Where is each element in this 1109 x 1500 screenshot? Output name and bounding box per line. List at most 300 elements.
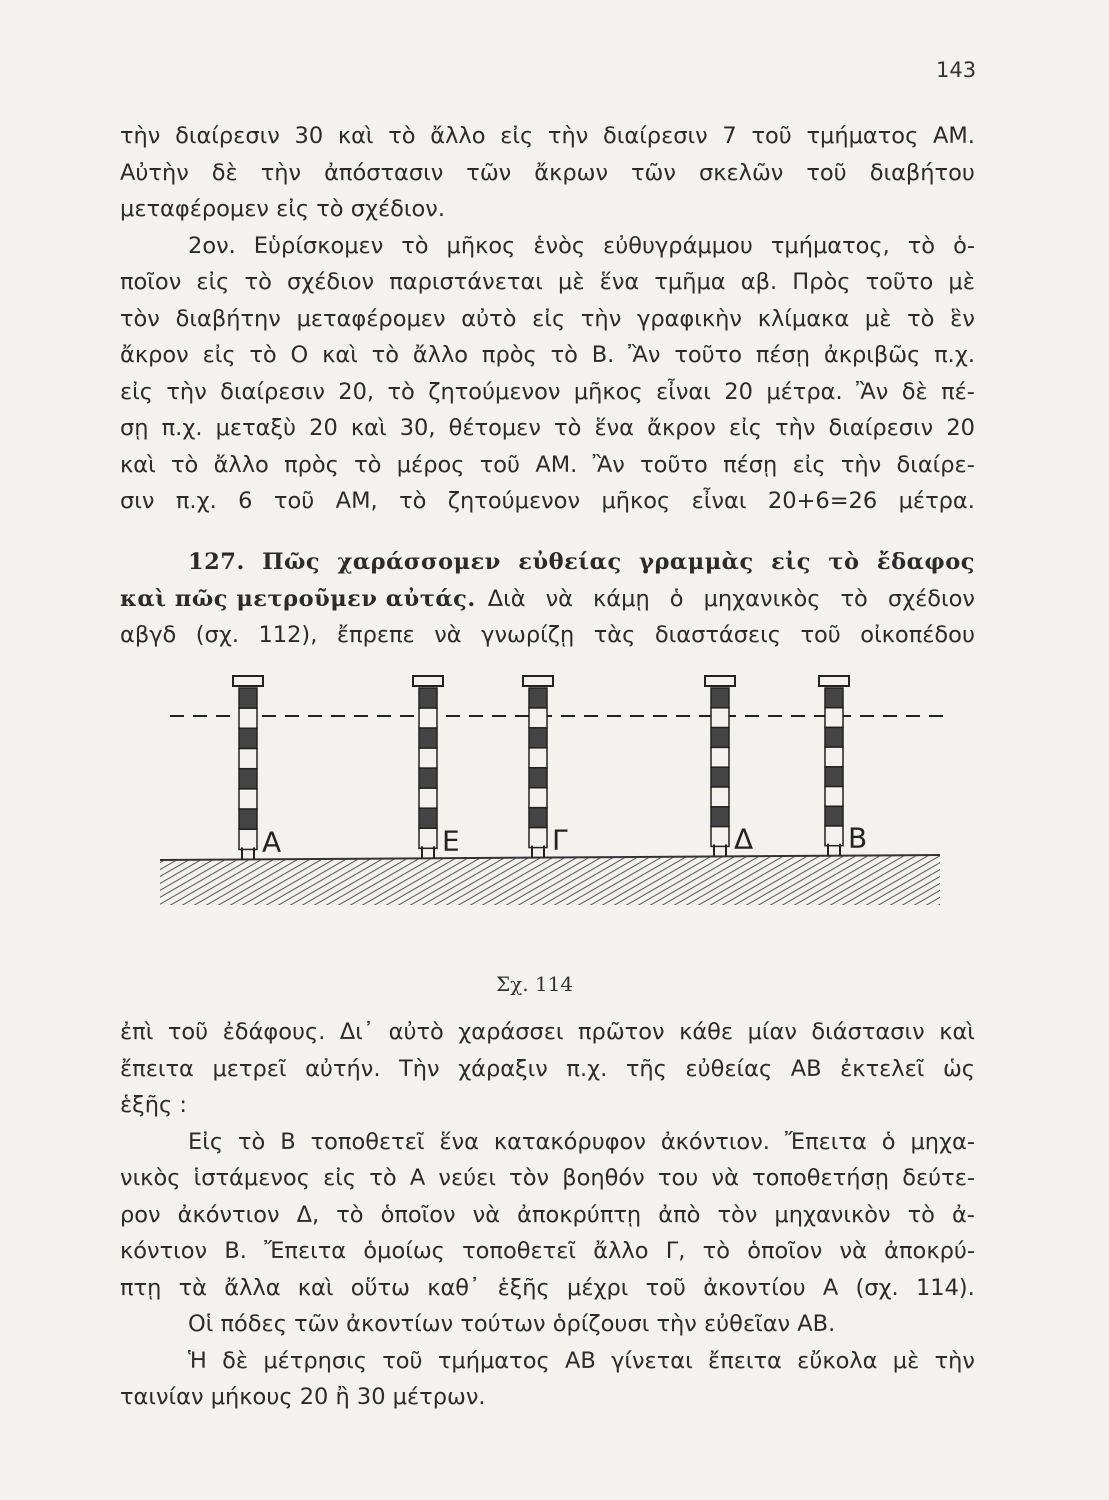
word: ἔπρεπε	[336, 622, 415, 648]
word: τὴν	[547, 123, 589, 149]
word: πρὸς	[481, 342, 537, 368]
word: ἐδάφους.	[222, 1019, 326, 1045]
rod-band	[529, 828, 547, 848]
word: κόντιον	[120, 1238, 208, 1264]
word: τὸ	[550, 342, 578, 368]
word: Ἂν	[592, 451, 625, 478]
word: διαστάσεις	[654, 622, 781, 648]
word: ἕνα	[599, 269, 640, 295]
word: χάραξιν	[458, 1055, 548, 1082]
word: τὸ	[399, 488, 427, 514]
word: τμήματος	[437, 1347, 550, 1374]
word: νικὸς	[120, 1165, 181, 1191]
text-line	[120, 1014, 975, 1051]
text-line	[120, 1197, 975, 1234]
word: μεταφέρομεν	[296, 305, 446, 332]
word: σῃ	[120, 415, 149, 441]
rod-band	[419, 708, 437, 728]
word: οἰκοπέδου	[860, 622, 975, 648]
rod-5	[819, 676, 867, 856]
word: τοῦ	[800, 622, 841, 648]
word: τμήματος	[806, 123, 919, 149]
rod-band	[239, 749, 257, 769]
word: του	[657, 1165, 699, 1191]
word: παριστάνεται	[389, 269, 543, 295]
word: τὸ	[387, 378, 415, 405]
rod-4	[705, 676, 753, 856]
word: τὴν	[166, 378, 207, 405]
word: καὶ	[120, 451, 156, 478]
word: μὲ	[948, 269, 975, 295]
word: μηχανικὸς	[703, 585, 821, 612]
word: 20,	[338, 378, 375, 405]
text-line	[120, 1270, 975, 1307]
word: Ἔπειτα	[264, 1238, 347, 1264]
word: τοῦ	[806, 159, 847, 186]
word: ὁ-	[953, 232, 975, 259]
rod-band	[419, 828, 437, 848]
word: τοποθετεῖ	[310, 1128, 425, 1155]
word: ΑΜ.	[932, 123, 975, 149]
rod-band	[239, 829, 257, 849]
rod-band	[529, 728, 547, 748]
word: εἰς	[532, 305, 566, 332]
word: τὸ	[907, 1201, 935, 1228]
rod-label: Β	[848, 821, 868, 855]
word: τοῦ	[479, 451, 521, 478]
word: εἰς	[771, 549, 811, 575]
rod-band	[419, 748, 437, 768]
rod-band	[825, 806, 843, 826]
word: καὶ	[337, 123, 374, 149]
rod-band	[529, 808, 547, 828]
rod-band	[239, 809, 257, 829]
rod-band	[419, 688, 437, 708]
rod-cap	[819, 676, 849, 686]
word: τῆς	[625, 1055, 667, 1082]
word: τὸν	[120, 305, 160, 332]
word: νὰ	[711, 1165, 739, 1191]
word: διαίρεσιν	[220, 378, 325, 405]
word: τμῆμα	[654, 269, 726, 295]
text-line	[120, 581, 975, 618]
word: ἄκρων	[534, 159, 609, 186]
word: Α	[409, 1165, 426, 1191]
word: πτῃ	[120, 1274, 162, 1301]
word: τὸ	[237, 1128, 266, 1155]
rod-band	[529, 748, 547, 768]
word: Ἡ	[188, 1347, 207, 1374]
word: εὐθείας	[518, 549, 622, 575]
word: τοποθετεῖ	[462, 1238, 576, 1264]
word: δὲ	[222, 1347, 249, 1374]
word: ζητούμενον	[447, 488, 581, 514]
word: Ἂν	[856, 378, 889, 405]
rod-band	[825, 787, 843, 807]
word: 112),	[258, 622, 318, 648]
text-line	[120, 337, 975, 374]
word: ἕνα	[594, 415, 635, 441]
word: ἄλλα	[224, 1274, 281, 1301]
word: ἱστάμενος	[193, 1165, 310, 1191]
rod-band	[239, 769, 257, 789]
word: πέ-	[941, 378, 975, 405]
word: ἄκρον	[647, 415, 716, 441]
word: δὲ	[901, 378, 928, 405]
word: εὐθυγράμμου	[603, 232, 753, 259]
word: τὸ	[369, 1165, 397, 1191]
text-line: μεταφέρομεν εἰς τὸ σχέδιον.	[120, 196, 445, 222]
word: ἐκτελεῖ	[840, 1055, 925, 1082]
rod-label: Γ	[552, 823, 568, 857]
word: ἔπειτα	[708, 1347, 782, 1374]
word: ΑΒ	[790, 1055, 822, 1082]
text-line	[120, 483, 975, 520]
word: εἰς	[120, 378, 153, 405]
rod-band	[711, 708, 729, 728]
word: γνωρίζῃ	[481, 622, 575, 648]
rod-band	[529, 688, 547, 708]
word: νὰ	[839, 1238, 867, 1264]
rod-1	[233, 676, 281, 859]
text-line	[120, 1233, 975, 1270]
word: εἰς	[202, 342, 236, 368]
rod-2	[413, 676, 460, 858]
text-line	[120, 1124, 975, 1161]
word: νὰ	[434, 622, 462, 648]
word: 2ον.	[188, 232, 236, 259]
word: γίνεται	[611, 1347, 693, 1374]
word: αβγδ	[120, 622, 177, 648]
word: ὁμοίως	[363, 1238, 445, 1264]
word: αὐτήν.	[305, 1055, 381, 1082]
word: τῶν	[631, 159, 676, 186]
word: ἀ-	[951, 1201, 975, 1228]
rod-band	[419, 788, 437, 808]
word: ἀποκρύπτῃ	[517, 1201, 642, 1228]
word: ΑΜ.	[535, 451, 578, 478]
word: Ἂν	[628, 342, 661, 368]
word: 20	[946, 415, 975, 441]
word: (σχ.	[195, 622, 239, 648]
rod-band	[419, 728, 437, 748]
word: 30	[294, 123, 324, 149]
rod-band	[239, 728, 257, 748]
word: μετρεῖ	[212, 1055, 287, 1082]
word: τοποθετήσῃ	[752, 1165, 889, 1191]
word: τὸ	[336, 1201, 364, 1228]
word: τοῦ	[751, 123, 792, 149]
word: γραφικὴν	[637, 305, 742, 332]
word: 6	[238, 488, 253, 514]
word: Δ,	[296, 1201, 320, 1228]
word: Δι᾿	[339, 1019, 375, 1045]
word: κατακόρυφον	[493, 1128, 646, 1155]
word: τὸ	[371, 342, 399, 368]
word: 20	[309, 415, 338, 441]
word: τοῦ	[167, 1019, 209, 1045]
word: ἄλλο	[430, 123, 486, 149]
word: διαβήτην	[175, 305, 281, 332]
rod-band	[711, 728, 729, 748]
word: Α	[822, 1274, 839, 1301]
word: τὸ	[907, 232, 936, 259]
word: ὁποῖον	[380, 1201, 456, 1228]
word: καὶ	[939, 1019, 975, 1045]
figure-114	[150, 660, 950, 930]
word: μέτρα.	[898, 488, 975, 514]
word: εἰς	[728, 415, 762, 441]
word: διαίρεσιν	[828, 415, 934, 441]
word: Β.	[224, 1238, 247, 1264]
word: καὶ	[350, 415, 387, 441]
word: μηχα-	[910, 1128, 975, 1155]
word: (σχ.	[855, 1274, 899, 1301]
word: καὶ	[322, 342, 358, 368]
word: ρον	[120, 1201, 161, 1228]
word: μηχανικὸν	[774, 1201, 891, 1228]
word: τὴν	[934, 1347, 975, 1374]
word: ἀκόντιον.	[660, 1128, 770, 1155]
word: ἀποκρύ-	[884, 1238, 975, 1264]
word: δεύτε-	[902, 1165, 975, 1191]
word: μῆκος	[573, 378, 643, 405]
word: τὴν	[580, 305, 622, 332]
word: αβ.	[740, 269, 778, 295]
word: π.χ.	[566, 1055, 608, 1082]
rod-band	[825, 747, 843, 767]
word: ἄλλο	[593, 1238, 649, 1264]
word: τὸ	[401, 232, 429, 259]
word: ΑΒ	[564, 1347, 596, 1374]
word: τὸν	[717, 1201, 758, 1228]
text-line: ταινίαν μήκους 20 ἢ 30 μέτρων.	[120, 1384, 486, 1410]
word: ἀκριβῶς	[823, 342, 921, 368]
word: Αὐτὴν	[120, 159, 189, 186]
word: 7	[722, 123, 737, 149]
text-line	[120, 410, 975, 447]
word: τοῦ	[645, 1274, 686, 1301]
text-line	[120, 1343, 975, 1380]
word: γραμμὰς	[639, 549, 754, 575]
word: καὶ	[297, 1274, 334, 1301]
word: τὸ	[702, 1238, 730, 1264]
text-line	[120, 264, 975, 301]
rod-band	[419, 808, 437, 828]
rod-band	[239, 789, 257, 809]
word: καθ᾿	[427, 1274, 481, 1301]
rod-band	[711, 688, 729, 708]
word: 114).	[915, 1274, 975, 1301]
word: Β	[280, 1128, 296, 1155]
top-paragraph	[120, 118, 975, 520]
rod-band	[529, 788, 547, 808]
word: ἀπόστασιν	[324, 159, 444, 186]
word: ἕνα	[439, 1128, 479, 1155]
word: νὰ	[472, 1201, 501, 1228]
word: αὐτὸ	[461, 305, 517, 332]
word: ἔπειτα	[120, 1055, 194, 1082]
word: μεταξὺ	[215, 415, 297, 441]
word: 30,	[399, 415, 436, 441]
word: βοηθόν	[562, 1165, 645, 1191]
word: π.χ.	[175, 488, 217, 514]
word: νὰ	[545, 585, 573, 612]
word: ἀκοντίου	[703, 1274, 806, 1301]
word: μὲ	[892, 1347, 920, 1374]
section-heading	[120, 544, 975, 581]
text-line	[120, 155, 975, 192]
word: πέσῃ	[755, 342, 811, 368]
word: εὐθείας	[685, 1055, 773, 1082]
rod-band	[529, 768, 547, 788]
word: πέσῃ	[723, 451, 778, 478]
rod-label: Ε	[442, 824, 460, 858]
word: ὡς	[942, 1055, 975, 1082]
bottom-paragraph	[120, 1014, 975, 1416]
rod-band	[711, 767, 729, 787]
word: τὴν	[260, 159, 302, 186]
word: ἑξῆς	[497, 1274, 550, 1301]
word: τοῦτο	[640, 451, 708, 478]
word: τὸ	[828, 549, 860, 575]
word: θέτομεν	[448, 415, 541, 441]
word: ΑΜ,	[335, 488, 378, 514]
rod-label: Α	[262, 825, 282, 859]
word: διαβήτου	[869, 159, 975, 186]
word: Διὰ	[487, 585, 526, 612]
word: οὕτω	[350, 1274, 410, 1301]
text-line	[120, 1160, 975, 1197]
word: ὁ	[881, 1128, 896, 1155]
word: διαίρε-	[896, 451, 975, 478]
word: τοῦ	[273, 488, 315, 514]
word: μέρος	[396, 451, 465, 478]
word: πρῶτον	[578, 1019, 665, 1045]
word: τὸ	[554, 415, 582, 441]
word: 20	[724, 378, 753, 405]
word: τοῦ	[382, 1347, 423, 1374]
word: μέτρα.	[766, 378, 843, 405]
figure-caption: Σχ. 114	[496, 972, 574, 996]
word: τὸ	[907, 305, 935, 332]
word: τὴν	[840, 451, 882, 478]
word: 20+6=26	[767, 488, 878, 514]
word: μὲ	[558, 269, 585, 295]
text-line	[120, 228, 975, 265]
rod-band	[711, 747, 729, 767]
rod-band	[825, 727, 843, 747]
word: νεύει	[438, 1165, 496, 1191]
word: π.χ.	[934, 342, 975, 368]
word: τὸ	[249, 342, 277, 368]
word: τὸ	[170, 451, 199, 478]
word: κάθε	[679, 1019, 734, 1045]
word: εἰς	[500, 123, 534, 149]
word: χαράσσει	[458, 1019, 564, 1045]
rod-band	[711, 787, 729, 807]
word: σχέδιον	[887, 585, 975, 612]
word: Τὴν	[399, 1055, 440, 1082]
word: ἀκόντιον	[177, 1201, 280, 1228]
word: τοῦτο	[865, 269, 934, 295]
word: Εὑρίσκομεν	[253, 232, 384, 259]
word: μέχρι	[567, 1274, 629, 1301]
word: τὰς	[593, 622, 636, 648]
section-heading-cont: καὶ πῶς μετροῦμεν αὐτάς.	[120, 585, 476, 612]
word: τμήματος,	[770, 232, 890, 259]
word: σκελῶν	[698, 159, 784, 186]
word: Πρὸς	[792, 269, 851, 295]
rod-label: Δ	[734, 822, 754, 856]
word: Γ,	[665, 1238, 686, 1264]
rod-3	[523, 676, 568, 858]
word: τὸ	[840, 585, 868, 612]
section-127	[120, 544, 975, 654]
text-line	[120, 447, 975, 484]
word: μίαν	[747, 1019, 797, 1045]
word: μέτρησις	[263, 1347, 367, 1374]
word: ἑνὸς	[533, 232, 586, 259]
rod-band	[239, 708, 257, 728]
rod-cap	[413, 676, 443, 686]
rod-band	[825, 688, 843, 708]
word: Ἔπειτα	[784, 1128, 867, 1155]
word: εὔκολα	[797, 1347, 878, 1374]
word: εἰς	[196, 269, 230, 295]
word: σιν	[120, 488, 155, 514]
word: χαράσσομεν	[337, 549, 501, 575]
word: Β.	[591, 342, 615, 368]
word: μῆκος	[601, 488, 671, 514]
word: εἰς	[792, 451, 826, 478]
word: τὴν	[775, 415, 816, 441]
text-line	[120, 617, 975, 654]
word: πρὸς	[284, 451, 339, 478]
word: τὸν	[509, 1165, 550, 1191]
word: ἐπὶ	[120, 1019, 154, 1045]
rod-band	[711, 807, 729, 827]
rod-cap	[523, 676, 553, 686]
word: 127.	[188, 549, 245, 575]
rod-cap	[233, 676, 263, 686]
text-line	[120, 374, 975, 411]
word: ἔδαφος	[876, 549, 975, 575]
rod-band	[419, 768, 437, 788]
word: διαίρεσιν	[175, 123, 280, 149]
word: εἶναι	[656, 378, 711, 405]
text-line: ἑξῆς :	[120, 1092, 187, 1118]
word: τὸ	[354, 451, 382, 478]
text-line	[120, 301, 975, 338]
rod-band	[825, 826, 843, 846]
word: ἄκρον	[120, 342, 189, 368]
word: διάστασιν	[811, 1019, 925, 1045]
word: μῆκος	[446, 232, 516, 259]
text-line: Οἱ πόδες τῶν ἀκοντίων τούτων ὁρίζουσι τὴν εὐθεῖαν ΑΒ.	[188, 1311, 836, 1337]
word: τὸ	[244, 269, 272, 295]
word: τὸ	[388, 123, 416, 149]
word: ποῖον	[120, 269, 182, 295]
rod-band	[239, 688, 257, 708]
word: Πῶς	[262, 549, 321, 575]
word: ζητούμενον	[428, 378, 561, 405]
word: ὁ	[669, 585, 684, 612]
ground-hatching	[160, 855, 940, 905]
rod-cap	[705, 676, 735, 686]
word: δὲ	[211, 159, 238, 186]
word: διαίρεσιν	[602, 123, 708, 149]
